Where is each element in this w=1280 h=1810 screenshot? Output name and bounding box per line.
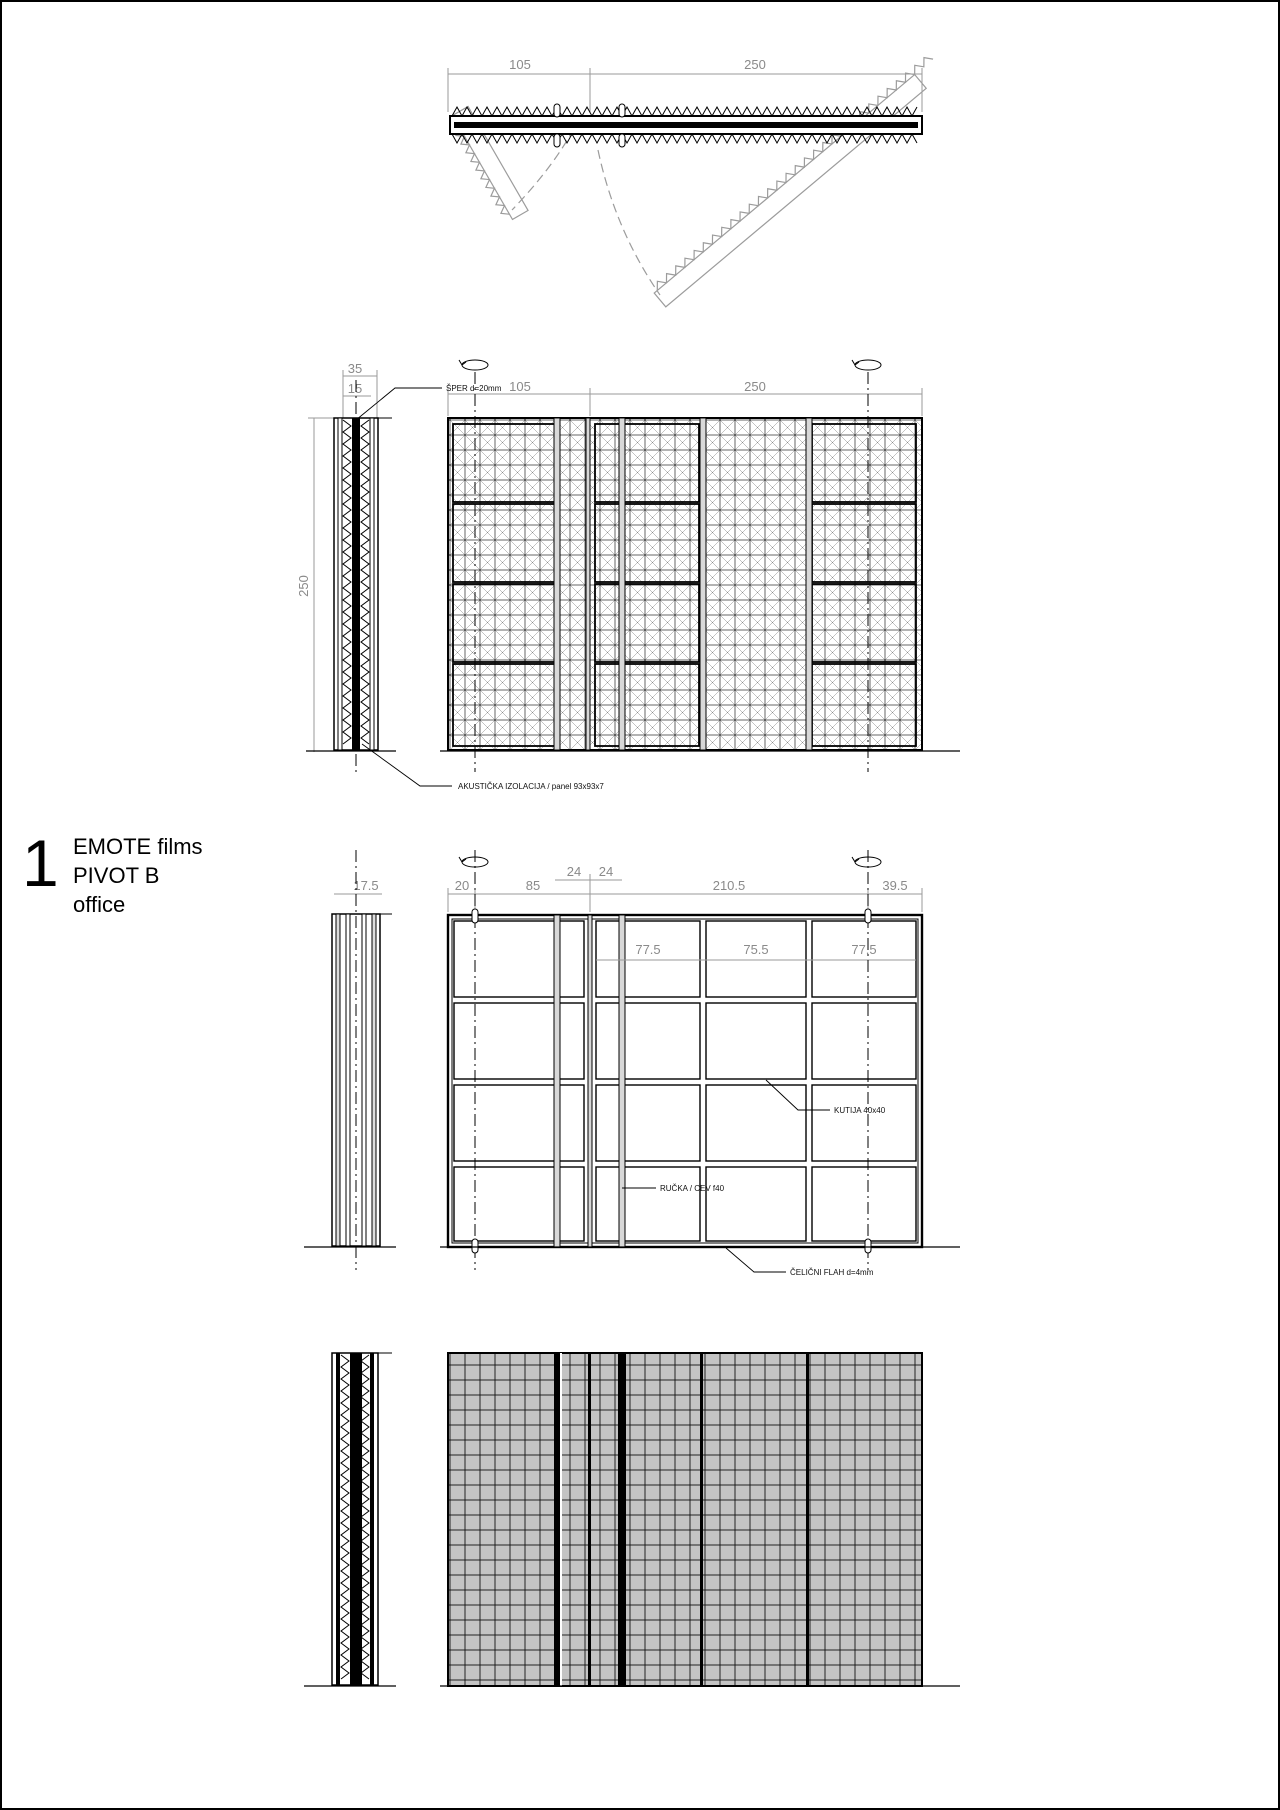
plan-dim-250: 250 bbox=[744, 57, 766, 72]
plan-swing-arc-right bbox=[598, 150, 660, 295]
rotation-icon-right bbox=[852, 360, 881, 370]
leader-steel bbox=[726, 1248, 786, 1272]
sheet-number: 1 bbox=[22, 826, 59, 900]
label-box: KUTIJA 40x40 bbox=[834, 1106, 886, 1115]
tiled-panel-elevation bbox=[448, 1353, 922, 1686]
inner-dim-77-5b: 77.5 bbox=[851, 942, 877, 957]
project-item: PIVOT B bbox=[73, 863, 160, 888]
label-handle: RUČKA / CEV f40 bbox=[660, 1184, 725, 1193]
front-dim-105: 105 bbox=[509, 379, 531, 394]
title-block bbox=[73, 832, 203, 919]
plan-acoustic-zigzag-bottom bbox=[452, 134, 917, 143]
project-location: office bbox=[73, 892, 126, 917]
elevation-frame bbox=[304, 850, 960, 1277]
project-name: EMOTE films bbox=[73, 834, 203, 859]
frame-dim-20: 20 bbox=[454, 878, 470, 893]
rotation-icon-left bbox=[459, 360, 488, 370]
frame-dim-24a: 24 bbox=[566, 864, 582, 879]
elevation-acoustic bbox=[296, 360, 960, 791]
inner-dim-75-5: 75.5 bbox=[743, 942, 769, 957]
section-3-core bbox=[350, 1353, 362, 1685]
inner-dim-77-5a: 77.5 bbox=[635, 942, 661, 957]
frame-dim-85: 85 bbox=[525, 878, 541, 893]
frame-rotation-icon-right bbox=[852, 857, 881, 867]
frame-dim-39-5: 39.5 bbox=[882, 878, 908, 893]
elevation-back bbox=[304, 1353, 960, 1686]
plan-acoustic-zigzag-top bbox=[452, 107, 917, 116]
label-acoustic: AKUSTIČKA IZOLACIJA / panel 93x93x7 bbox=[458, 782, 604, 791]
side-dim-15: 15 bbox=[347, 381, 363, 396]
plan-view bbox=[446, 54, 944, 307]
front-dim-250: 250 bbox=[744, 379, 766, 394]
label-plywood: ŠPER d=20mm bbox=[446, 384, 502, 393]
side-dim-35: 35 bbox=[347, 361, 363, 376]
height-dim-250: 250 bbox=[296, 575, 311, 597]
plan-dim-105: 105 bbox=[509, 57, 531, 72]
plan-leaf-core bbox=[454, 122, 918, 128]
leader-plywood bbox=[356, 388, 442, 420]
frame-rotation-icon-left bbox=[459, 857, 488, 867]
label-steel: ČELIČNI FLAH d=4mm bbox=[790, 1268, 874, 1277]
frame-dim-24b: 24 bbox=[598, 864, 614, 879]
plan-ghost-leaf-right bbox=[650, 54, 945, 307]
frame-side-dim: 17.5 bbox=[353, 878, 379, 893]
frame-dim-210-5: 210.5 bbox=[712, 878, 746, 893]
